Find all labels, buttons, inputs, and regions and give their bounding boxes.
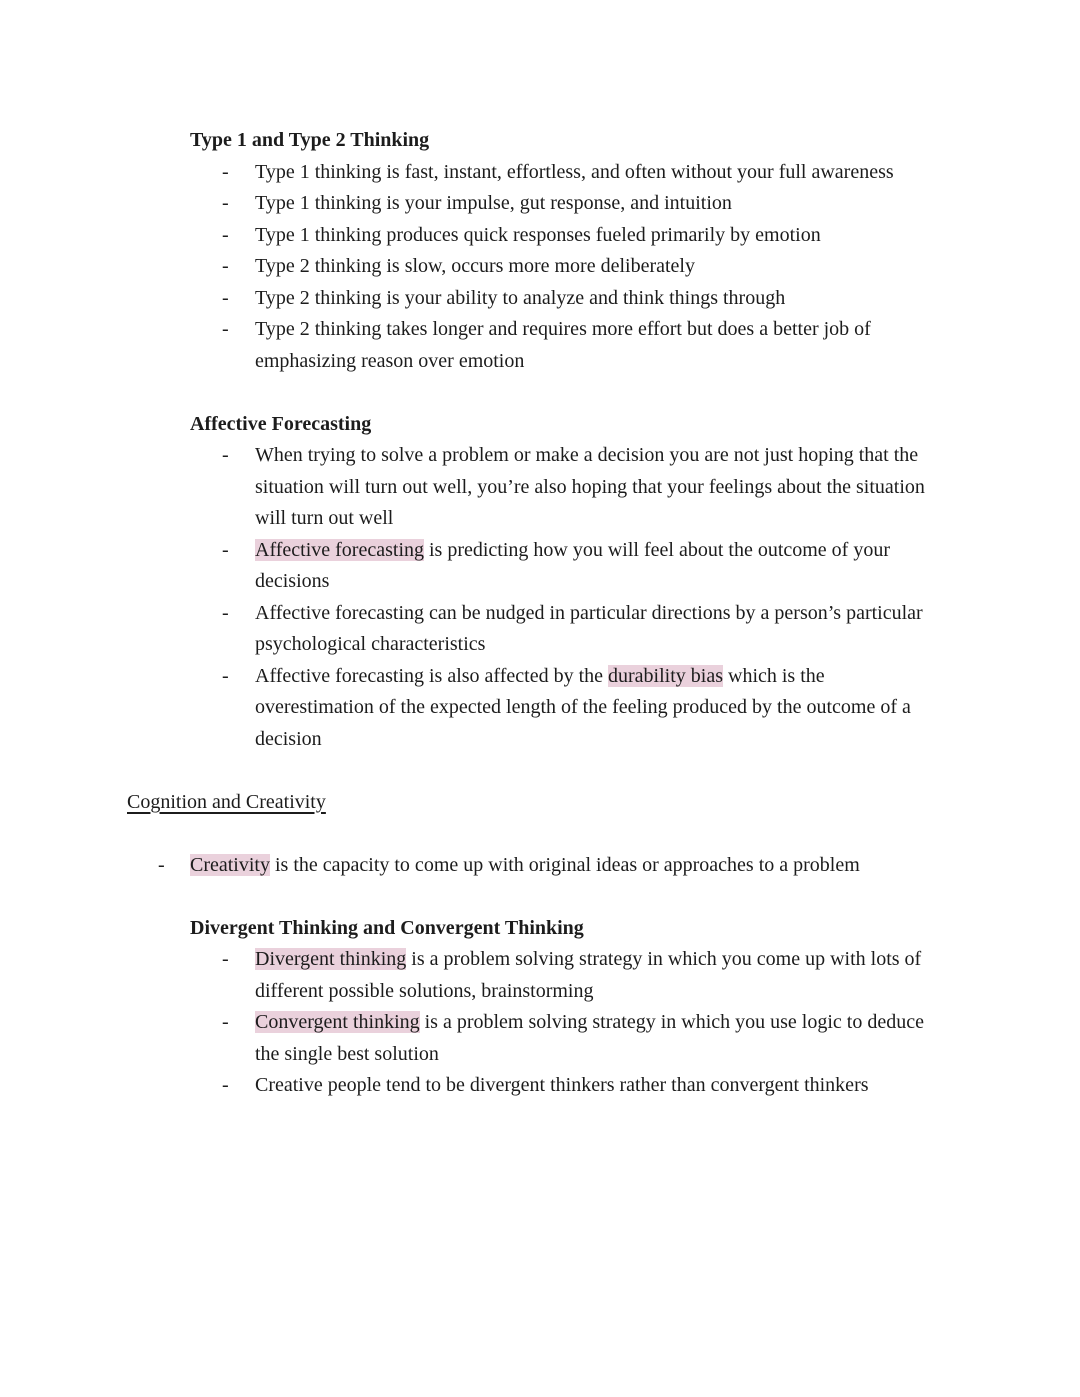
text-segment: Type 1 thinking produces quick responses fueled primarily by emotion	[255, 223, 821, 246]
bullet-text	[255, 251, 940, 283]
bullet-dash: -	[222, 160, 229, 183]
bullet-dash: -	[222, 1074, 229, 1096]
section-affective-forecasting	[127, 409, 940, 756]
bullet-text	[255, 944, 940, 1007]
highlighted-term: Convergent thinking	[255, 1011, 420, 1033]
text-segment: which is the overestimation of the expected length of the feeling produced by the outcome of a decision	[255, 664, 911, 750]
section-type1-type2-thinking	[127, 125, 940, 377]
text-segment: Type 1 thinking is fast, instant, effortless, and often without your full awareness	[255, 160, 894, 183]
text-segment: Creative people tend to be divergent thinkers rather than convergent thinkers	[255, 1074, 869, 1096]
bullet-item	[222, 157, 940, 189]
bullet-item	[222, 251, 940, 283]
bullet-dash: -	[222, 318, 229, 340]
bullet-text	[255, 220, 940, 252]
bullet-dash: -	[222, 538, 229, 561]
text-segment: When trying to solve a problem or make a decision you are not just hoping that the situation will turn out well, you’re also hoping that your feelings about the situation will turn out well	[255, 444, 925, 529]
bullet-text	[255, 1007, 940, 1070]
bullet-text	[255, 1070, 940, 1102]
text-segment: Type 2 thinking is slow, occurs more more deliberately	[255, 255, 695, 277]
bullet-item	[222, 283, 940, 315]
bullet-text	[255, 535, 940, 598]
bullet-dash: -	[222, 664, 229, 687]
section-divergent-convergent-thinking	[127, 913, 940, 1102]
bullet-item	[222, 944, 940, 1007]
bullet-text	[255, 188, 940, 220]
section-heading: Affective Forecasting	[190, 412, 372, 435]
bullet-item	[222, 661, 940, 756]
text-segment: Type 2 thinking takes longer and requires more effort but does a better job of emphasizing reason over emotion	[255, 318, 871, 372]
text-segment: Type 2 thinking is your ability to analyze and think things through	[255, 286, 786, 309]
bullet-dash: -	[222, 1011, 229, 1033]
bullet-item	[222, 598, 940, 661]
bullet-dash: -	[222, 223, 229, 246]
bullet-item	[222, 440, 940, 535]
highlighted-term: durability bias	[608, 664, 723, 687]
bullet-text	[255, 598, 940, 661]
highlighted-term: Divergent thinking	[255, 948, 407, 970]
bullet-item	[222, 1007, 940, 1070]
bullet-dash: -	[222, 255, 229, 277]
bullet-text	[190, 850, 940, 882]
section-heading: Divergent Thinking and Convergent Thinking	[190, 916, 584, 939]
bullet-item	[222, 535, 940, 598]
bullet-item	[222, 220, 940, 252]
text-segment: Affective forecasting can be nudged in particular directions by a person’s particular psychological characteristics	[255, 601, 923, 655]
section-heading: Type 1 and Type 2 Thinking	[190, 129, 430, 151]
bullet-text	[255, 661, 940, 756]
text-segment: is a problem solving strategy in which you come up with lots of different possible solutions, brainstorming	[255, 948, 922, 1002]
bullet-dash: -	[222, 286, 229, 309]
highlighted-term: Creativity	[190, 853, 270, 876]
bullet-text	[255, 157, 940, 189]
bullet-item	[222, 314, 940, 377]
bullet-item	[158, 850, 940, 882]
bullet-item	[222, 1070, 940, 1102]
bullet-text	[255, 314, 940, 377]
highlighted-term: Affective forecasting	[255, 538, 424, 561]
bullet-dash: -	[222, 444, 229, 466]
text-segment: Type 1 thinking is your impulse, gut response, and intuition	[255, 192, 732, 214]
bullet-dash: -	[222, 192, 229, 214]
text-segment: is a problem solving strategy in which you use logic to deduce the single best solution	[255, 1011, 924, 1065]
bullet-dash: -	[158, 853, 165, 876]
section-heading: Cognition and Creativity	[127, 790, 326, 813]
bullet-dash: -	[222, 948, 229, 970]
bullet-text	[255, 283, 940, 315]
text-segment: is the capacity to come up with original ideas or approaches to a problem	[269, 853, 860, 876]
text-segment: Affective forecasting is also affected by the	[255, 664, 609, 687]
text-segment: is predicting how you will feel about the outcome of your decisions	[255, 538, 891, 592]
bullet-item	[222, 188, 940, 220]
bullet-text	[255, 440, 940, 535]
bullet-dash: -	[222, 601, 229, 624]
section-cognition-and-creativity	[127, 787, 940, 882]
